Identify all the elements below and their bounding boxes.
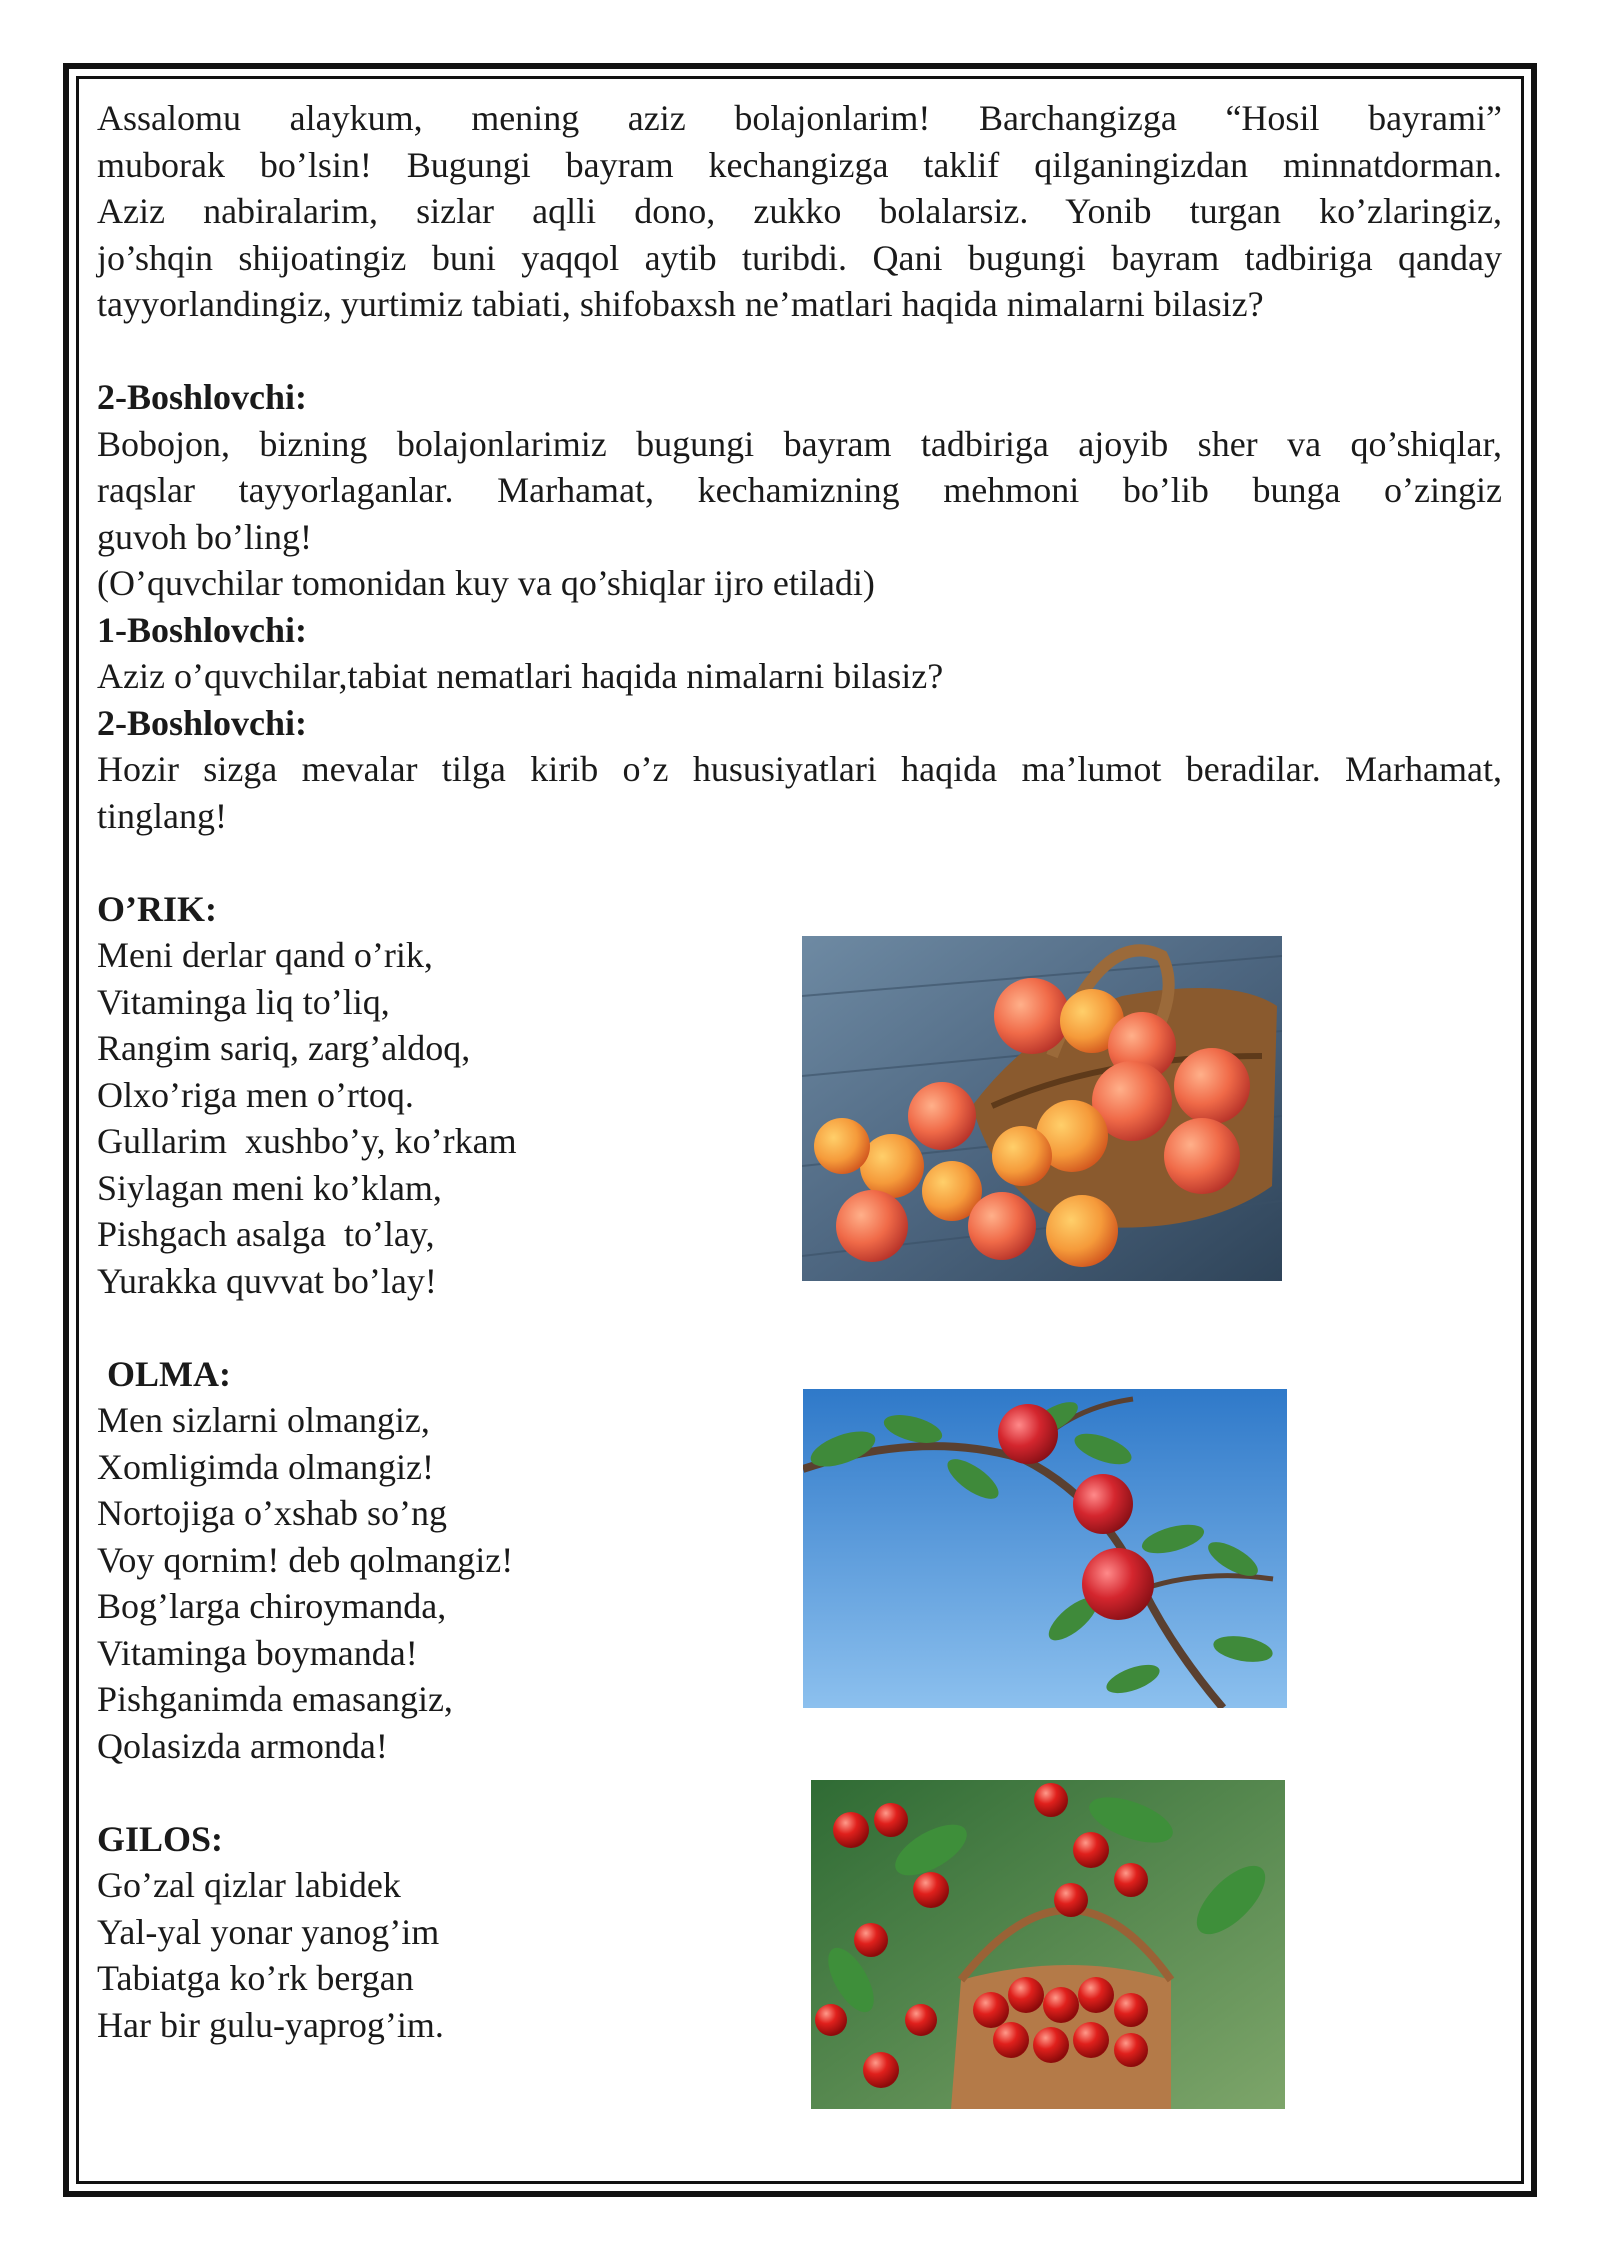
speaker-heading: 2-Boshlovchi: [97, 377, 308, 417]
intro-line: Aziz nabiralarim, sizlar aqlli dono, zukko bolalarsiz. Yonib turgan ko’zlaringiz, [97, 191, 1502, 231]
poem-line: Pishganimda emasangiz, [97, 1679, 453, 1719]
document-body [97, 95, 1502, 2048]
intro-line: Assalomu alaykum, mening aziz bolajonlarim! Barchangizga “Hosil bayrami” [97, 98, 1502, 138]
poem-line: Xomligimda olmangiz! [97, 1446, 434, 1487]
apple-branch-photo [803, 1389, 1287, 1708]
poem-orik [97, 886, 1502, 1305]
poem-line: Siylagan meni ko’klam, [97, 1167, 442, 1208]
poem-line: Har bir gulu-yaprog’im. [97, 2004, 444, 2045]
poem-line: Qolasizda armonda! [97, 1725, 388, 1766]
poem-title: O’RIK: [97, 888, 217, 929]
speech-line: guvoh bo’ling! [97, 516, 312, 557]
poem-line: Meni derlar qand o’rik, [97, 935, 433, 975]
poem-line: Vitaminga boymanda! [97, 1632, 418, 1673]
speaker-heading: 1-Boshlovchi: [97, 609, 308, 650]
poem-line: Pishgach asalga to’lay, [97, 1214, 435, 1254]
intro-paragraph [97, 95, 1502, 328]
poem-line: Rangim sariq, zarg’aldoq, [97, 1028, 471, 1068]
poem-line: Men sizlarni olmangiz, [97, 1400, 430, 1440]
poem-gilos [97, 1816, 1502, 2049]
intro-line: tayyorlandingiz, yurtimiz tabiati, shifobaxsh ne’matlari haqida nimalarni bilasiz? [97, 284, 1264, 324]
poem-line: Nortojiga o’xshab so’ng [97, 1493, 447, 1533]
apricot-basket-photo [802, 936, 1282, 1281]
poem-line: Bog’larga chiroymanda, [97, 1586, 447, 1626]
stage-note: (O’quvchilar tomonidan kuy va qo’shiqlar ijro etiladi) [97, 563, 875, 603]
poem-line: Tabiatga ko’rk bergan [97, 1958, 414, 1998]
speech-line: Hozir sizga mevalar tilga kirib o’z hususiyatlari haqida ma’lumot beradilar. Marhamat, [97, 749, 1502, 789]
poem-line: Gullarim xushbo’y, ko’rkam [97, 1121, 517, 1161]
cherry-basket-photo [811, 1780, 1285, 2109]
poem-line: Voy qornim! deb qolmangiz! [97, 1539, 514, 1580]
intro-line: muborak bo’lsin! Bugungi bayram kechangizga taklif qilganingizdan minnatdorman. [97, 144, 1502, 185]
poem-line: Yurakka quvvat bo’lay! [97, 1260, 437, 1301]
speech-line: Aziz o’quvchilar,tabiat nematlari haqida nimalarni bilasiz? [97, 656, 944, 696]
poem-title: GILOS: [97, 1818, 224, 1859]
poem-line: Olxo’riga men o’rtoq. [97, 1074, 414, 1115]
speaker-heading: 2-Boshlovchi: [97, 702, 308, 743]
poem-line: Go’zal qizlar labidek [97, 1865, 401, 1905]
poem-line: Yal-yal yonar yanog’im [97, 1911, 440, 1952]
intro-line: jo’shqin shijoatingiz buni yaqqol aytib turibdi. Qani bugungi bayram tadbiriga qanday [97, 237, 1502, 278]
speech-line: raqslar tayyorlaganlar. Marhamat, kechamizning mehmoni bo’lib bunga o’zingiz [97, 470, 1502, 510]
poem-olma [97, 1351, 1502, 1770]
poem-title: OLMA: [107, 1353, 231, 1394]
speech-line: tinglang! [97, 795, 227, 836]
speech-line: Bobojon, bizning bolajonlarimiz bugungi bayram tadbiriga ajoyib sher va qo’shiqlar, [97, 423, 1502, 464]
poem-line: Vitaminga liq to’liq, [97, 981, 390, 1022]
